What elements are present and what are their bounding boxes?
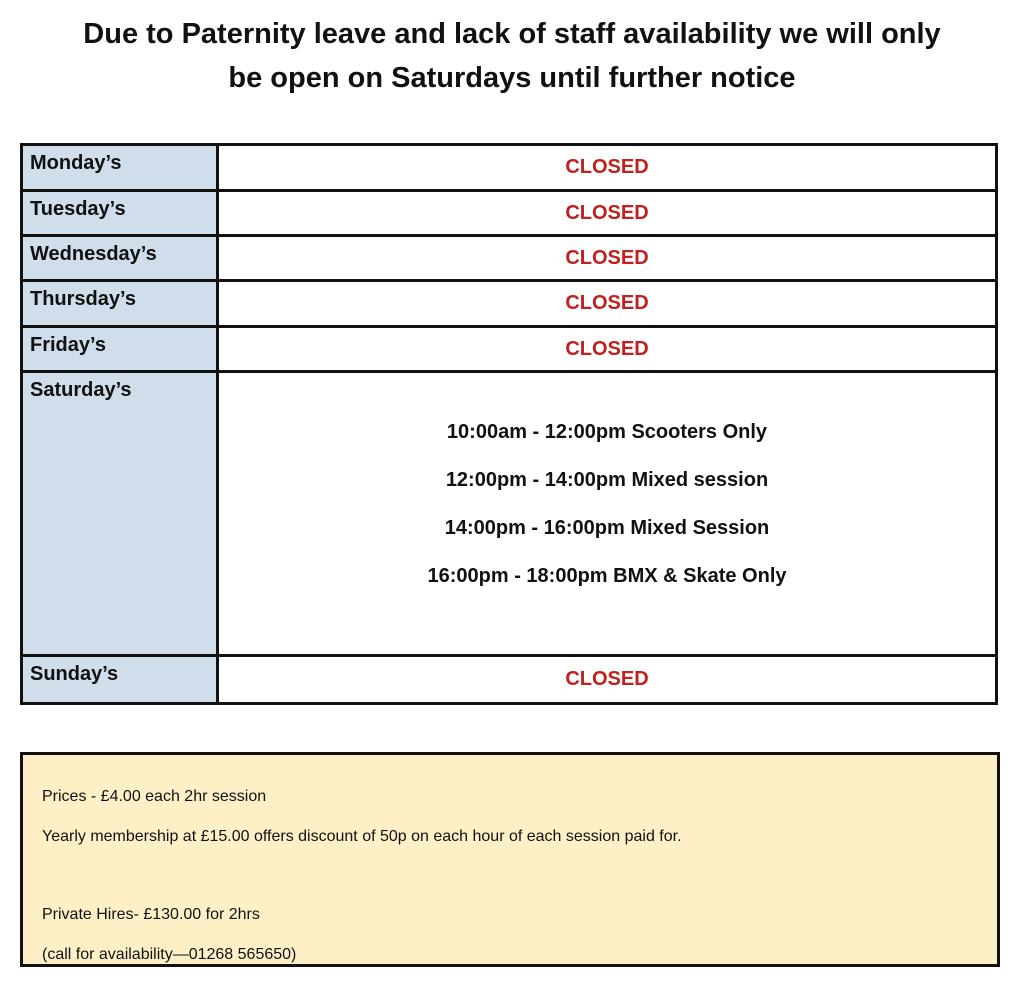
price-session: Prices - £4.00 each 2hr session (42, 788, 267, 805)
session-item: 10:00am - 12:00pm Scooters Only (446, 420, 768, 443)
status-wednesday: CLOSED (219, 237, 995, 282)
opening-hours-table (20, 143, 998, 705)
contact-phone: (call for availability—01268 565650) (42, 946, 297, 963)
day-wednesday: Wednesday’s (23, 237, 219, 282)
status-friday: CLOSED (219, 328, 995, 373)
day-saturday: Saturday’s (23, 373, 219, 657)
saturday-sessions (219, 373, 995, 657)
session-item: 14:00pm - 16:00pm Mixed Session (444, 516, 770, 539)
price-private-hire: Private Hires- £130.00 for 2hrs (42, 906, 260, 923)
price-membership: Yearly membership at £15.00 offers discount of 50p on each hour of each session paid for. (42, 828, 682, 845)
prices-box (20, 752, 1000, 967)
status-sunday: CLOSED (565, 668, 649, 690)
notice-line-1: Due to Paternity leave and lack of staff availability we will only (83, 18, 941, 50)
session-item: 12:00pm - 14:00pm Mixed session (445, 468, 769, 491)
notice-headline (0, 12, 1024, 100)
notice-line-2: be open on Saturdays until further notice (228, 62, 796, 94)
session-item: 16:00pm - 18:00pm BMX & Skate Only (427, 564, 787, 587)
day-tuesday: Tuesday’s (23, 192, 219, 237)
day-sunday: Sunday’s (23, 657, 219, 702)
day-thursday: Thursday’s (23, 282, 219, 328)
day-monday: Monday’s (23, 146, 219, 192)
day-friday: Friday’s (23, 328, 219, 373)
status-thursday: CLOSED (219, 282, 995, 328)
spacer (42, 857, 997, 895)
status-monday: CLOSED (219, 146, 995, 192)
status-tuesday: CLOSED (219, 192, 995, 237)
